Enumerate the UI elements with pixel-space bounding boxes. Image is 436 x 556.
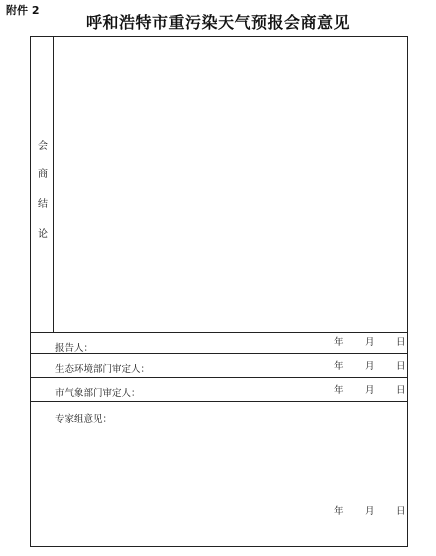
expert-day: 日 bbox=[396, 506, 406, 517]
conclusion-divider bbox=[53, 37, 54, 332]
env-approver-label: 生态环境部门审定人： bbox=[55, 364, 151, 375]
reporter-year: 年 bbox=[334, 337, 344, 348]
env-approver-day: 日 bbox=[396, 361, 406, 372]
env-approver-year: 年 bbox=[334, 361, 344, 372]
env-approver-month: 月 bbox=[365, 361, 375, 372]
expert-year: 年 bbox=[334, 506, 344, 517]
consultation-form bbox=[30, 36, 408, 547]
reporter-day: 日 bbox=[396, 337, 406, 348]
conclusion-char-4: 论 bbox=[38, 229, 48, 240]
row-divider-2 bbox=[31, 353, 407, 354]
row-divider-1 bbox=[31, 332, 407, 333]
met-approver-month: 月 bbox=[365, 385, 375, 396]
row-divider-3 bbox=[31, 377, 407, 378]
row-divider-4 bbox=[31, 401, 407, 402]
met-approver-day: 日 bbox=[396, 385, 406, 396]
page-title: 呼和浩特市重污染天气预报会商意见 bbox=[85, 13, 350, 32]
conclusion-char-3: 结 bbox=[38, 199, 48, 210]
conclusion-char-2: 商 bbox=[38, 169, 48, 180]
expert-month: 月 bbox=[365, 506, 375, 517]
met-approver-year: 年 bbox=[334, 385, 344, 396]
attachment-label: 附件 2 bbox=[6, 4, 40, 17]
conclusion-char-1: 会 bbox=[38, 141, 48, 152]
expert-opinion-label: 专家组意见： bbox=[55, 414, 113, 425]
met-approver-label: 市气象部门审定人： bbox=[55, 388, 141, 399]
reporter-month: 月 bbox=[365, 337, 375, 348]
reporter-label: 报告人： bbox=[55, 343, 94, 354]
